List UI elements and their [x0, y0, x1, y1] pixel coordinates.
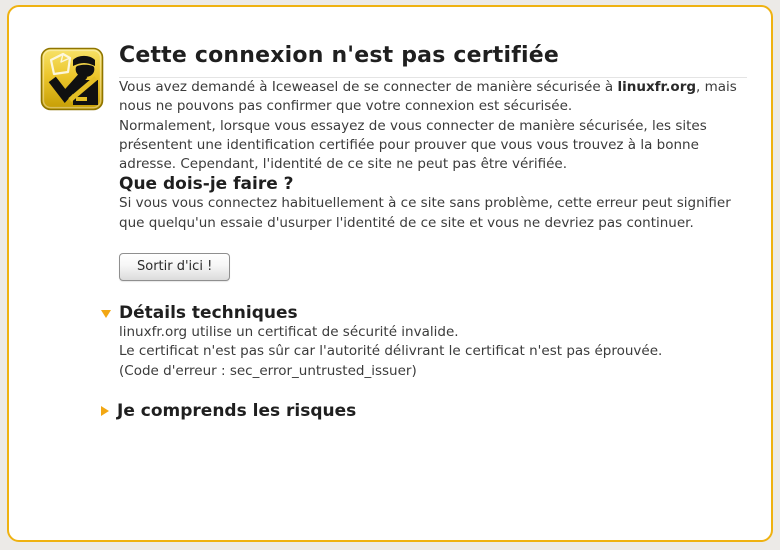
site-domain: linuxfr.org: [617, 79, 697, 95]
error-content: [119, 43, 747, 421]
intro-text-after: , mais nous ne pouvons pas confirmer que votre connexion est sécurisée.: [119, 79, 737, 115]
what-to-do-heading: Que dois-je faire ?: [119, 174, 294, 195]
cert-invalid-line: linuxfr.org utilise un certificat de sécurité invalide.: [119, 324, 459, 341]
understand-risks-expander[interactable]: [101, 401, 747, 421]
security-officer-icon: [40, 47, 104, 111]
understand-risks-heading: Je comprends les risques: [117, 400, 357, 421]
error-card: [7, 5, 773, 542]
page-title: Cette connexion n'est pas certifiée: [119, 43, 747, 78]
triangle-down-icon: [101, 310, 111, 318]
technical-details-heading: Détails techniques: [119, 303, 298, 324]
explanation-paragraph: Normalement, lorsque vous essayez de vous connecter de manière sécurisée, les sites présentent une identification certifiée pour prouver que vous vous trouvez à la bonne adresse. Cependant, l'identité de ce site ne peut pas être vérifiée.: [119, 117, 707, 173]
cert-untrusted-line: Le certificat n'est pas sûr car l'autorité délivrant le certificat n'est pas éprouvée.: [119, 343, 663, 360]
what-to-do-paragraph: Si vous vous connectez habituellement à ce site sans problème, cette erreur peut signifier que quelqu'un essaie d'usurper l'identité de ce site et vous ne devriez pas continuer.: [119, 195, 731, 231]
get-me-out-button[interactable]: Sortir d'ici !: [119, 253, 230, 281]
intro-text-before: Vous avez demandé à Iceweasel de se connecter de manière sécurisée à: [119, 79, 618, 95]
triangle-right-icon: [101, 406, 109, 416]
error-code-line: (Code d'erreur : sec_error_untrusted_issuer): [119, 362, 417, 379]
technical-details-expander[interactable]: [101, 303, 747, 323]
intro-paragraph: [119, 78, 747, 117]
